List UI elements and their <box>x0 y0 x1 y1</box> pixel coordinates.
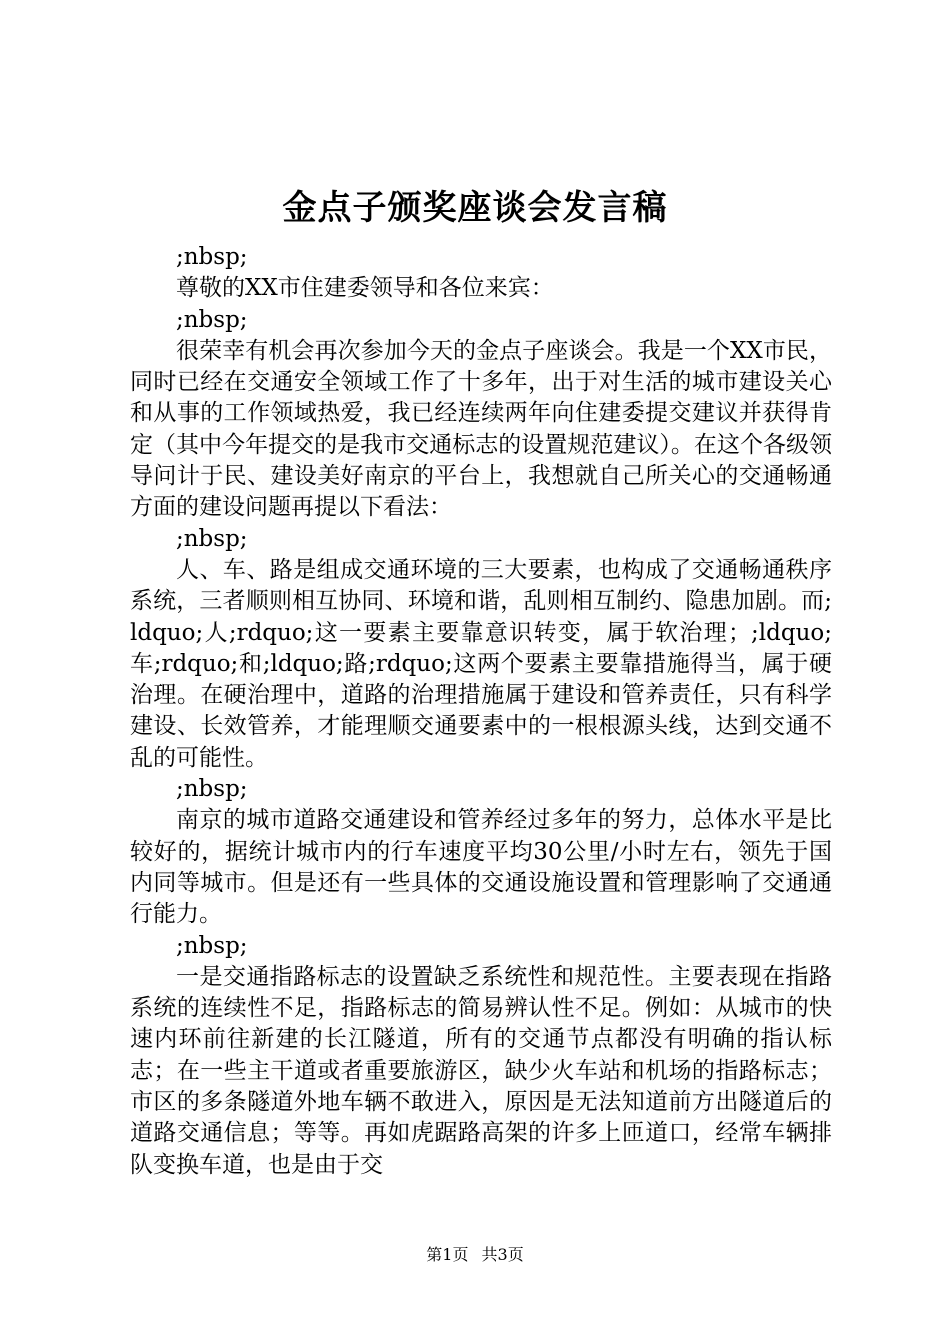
paragraph: ;nbsp; <box>176 306 248 333</box>
page-number: 第1页 <box>426 1245 469 1264</box>
paragraph: 很荣幸有机会再次参加今天的金点子座谈会。我是一个XX市民，同时已经在交通安全领域工作了十多年，出于对生活的城市建设关心和从事的工作领域热爱，我已经连续两年向住建委提交建议并获得肯定（其中今年提交的是我市交通标志的设置规范建议）。在这个各级领导问计于民、建设美好南京的平台上，我想就自己所关心的交通畅通方面的建设问题再提以下看法： <box>130 337 832 521</box>
document-title: 金点子颁奖座谈会发言稿 <box>282 188 668 228</box>
paragraph: ;nbsp; <box>176 776 248 803</box>
page-total: 共3页 <box>481 1245 524 1264</box>
paragraph: 人、车、路是组成交通环境的三大要素，也构成了交通畅通秩序系统，三者顺则相互协同、环境和谐，乱则相互制约、隐患加剧。而;ldquo;人;rdquo;这一要素主要靠意识转变，属于软治理；;ldquo;车;rdquo;和;ldquo;路;rdquo;这两个要素主要靠措施得当，属于硬治理。在硬治理中，道路的治理措施属于建设和管养责任，只有科学建设、长效管养，才能理顺交通要素中的一根根源头线，达到交通不乱的可能性。 <box>130 556 832 771</box>
paragraph: 南京的城市道路交通建设和管养经过多年的努力，总体水平是比较好的，据统计城市内的行车速度平均30公里/小时左右，领先于国内同等城市。但是还有一些具体的交通设施设置和管理影响了交通通行能力。 <box>130 807 832 928</box>
page-footer <box>0 1244 950 1266</box>
paragraph: ;nbsp; <box>176 932 248 959</box>
paragraph: 一是交通指路标志的设置缺乏系统性和规范性。主要表现在指路系统的连续性不足，指路标志的简易辨认性不足。例如：从城市的快速内环前往新建的长江隧道，所有的交通节点都没有明确的指认标志；在一些主干道或者重要旅游区，缺少火车站和机场的指路标志；市区的多条隧道外地车辆不敢进入，原因是无法知道前方出隧道后的道路交通信息；等等。再如虎踞路高架的许多上匝道口，经常车辆排队变换车道，也是由于交 <box>130 963 832 1178</box>
paragraph: 尊敬的XX市住建委领导和各位来宾： <box>176 275 554 302</box>
paragraph: ;nbsp; <box>176 244 248 270</box>
document-body <box>130 242 832 1181</box>
paragraph: ;nbsp; <box>176 525 248 552</box>
